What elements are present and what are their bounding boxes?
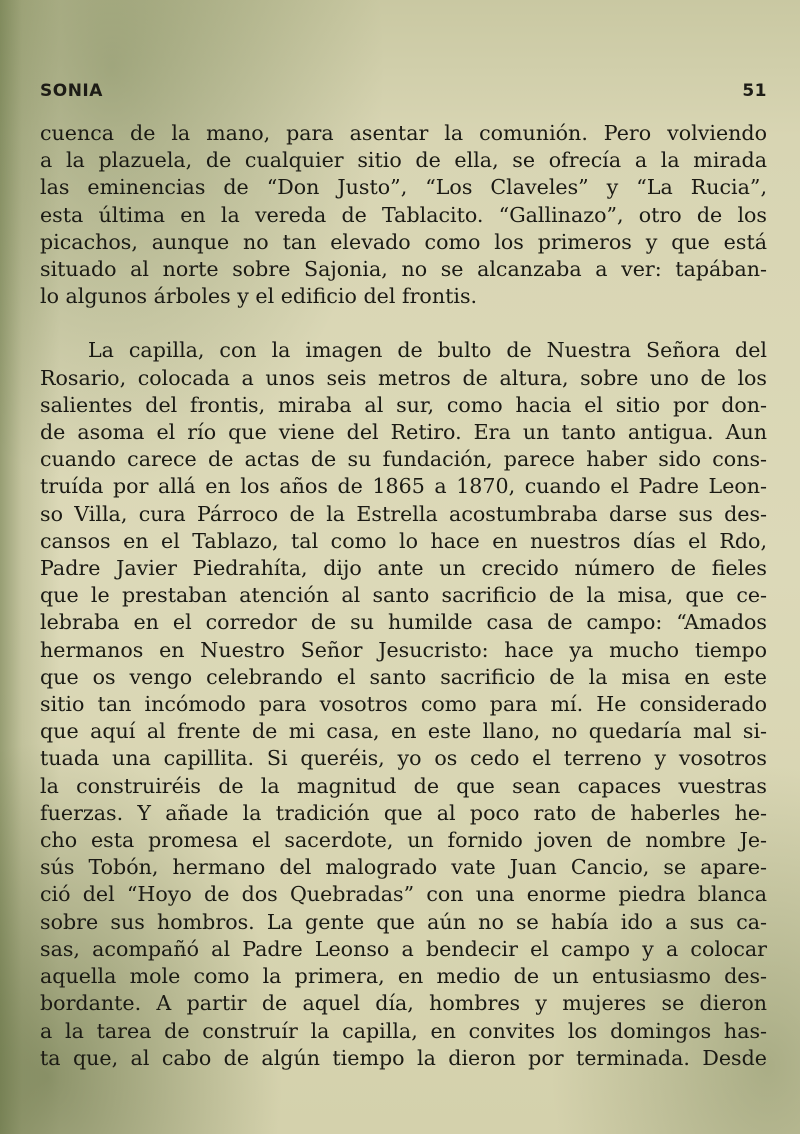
text-line: las eminencias de “Don Justo”, “Los Claveles” y “La Rucia”,	[40, 175, 767, 200]
text-line: so Villa, cura Párroco de la Estrella acostumbraba darse sus des-	[40, 501, 767, 526]
text-line: situado al norte sobre Sajonia, no se alcanzaba a ver: tapában-	[40, 257, 767, 282]
text-line: esta última en la vereda de Tablacito. “Gallinazo”, otro de los	[40, 202, 767, 227]
text-line: cansos en el Tablazo, tal como lo hace en nuestros días el Rdo,	[40, 528, 767, 553]
body-text	[40, 120, 767, 1072]
paragraph-2	[40, 337, 767, 1071]
text-line: lo algunos árboles y el edificio del frontis.	[40, 284, 478, 309]
text-line: hermanos en Nuestro Señor Jesucristo: hace ya mucho tiempo	[40, 637, 767, 662]
text-line: salientes del frontis, miraba al sur, como hacia el sitio por don-	[40, 392, 767, 417]
page-header	[40, 81, 767, 107]
text-line: La capilla, con la imagen de bulto de Nuestra Señora del	[88, 338, 767, 363]
text-line: que os vengo celebrando el santo sacrificio de la misa en este	[40, 664, 767, 689]
text-line: ta que, al cabo de algún tiempo la dieron por terminada. Desde	[40, 1045, 767, 1070]
text-line: a la tarea de construír la capilla, en convites los domingos has-	[40, 1018, 767, 1043]
text-line: tuada una capillita. Si queréis, yo os cedo el terreno y vosotros	[40, 746, 767, 771]
text-line: ció del “Hoyo de dos Quebradas” con una enorme piedra blanca	[40, 882, 767, 907]
text-line: Padre Javier Piedrahíta, dijo ante un crecido número de fieles	[40, 556, 767, 581]
text-line: truída por allá en los años de 1865 a 1870, cuando el Padre Leon-	[40, 474, 767, 499]
text-line: sitio tan incómodo para vosotros como para mí. He considerado	[40, 692, 767, 717]
text-line: la construiréis de la magnitud de que sean capaces vuestras	[40, 773, 767, 798]
paragraph-1	[40, 120, 767, 310]
text-line: picachos, aunque no tan elevado como los primeros y que está	[40, 229, 767, 254]
text-line: lebraba en el corredor de su humilde casa de campo: “Amados	[40, 610, 767, 635]
text-line: que aquí al frente de mi casa, en este llano, no quedaría mal si-	[40, 719, 767, 744]
text-line: de asoma el río que viene del Retiro. Era un tanto antigua. Aun	[40, 420, 767, 445]
text-line: sas, acompañó al Padre Leonso a bendecir el campo y a colocar	[40, 936, 767, 961]
text-line: cuando carece de actas de su fundación, parece haber sido cons-	[40, 447, 767, 472]
text-line: Rosario, colocada a unos seis metros de altura, sobre uno de los	[40, 365, 767, 390]
text-line: sobre sus hombros. La gente que aún no se había ido a sus ca-	[40, 909, 767, 934]
text-line: que le prestaban atención al santo sacrificio de la misa, que ce-	[40, 583, 767, 608]
text-line: cho esta promesa el sacerdote, un fornido joven de nombre Je-	[40, 828, 767, 853]
text-line: fuerzas. Y añade la tradición que al poco rato de haberles he-	[40, 800, 767, 825]
page-number: 51	[742, 81, 767, 101]
text-line: aquella mole como la primera, en medio de un entusiasmo des-	[40, 964, 767, 989]
running-head: SONIA	[40, 81, 103, 101]
paragraph-spacer	[40, 310, 767, 337]
text-line: bordante. A partir de aquel día, hombres y mujeres se dieron	[40, 991, 767, 1016]
text-line: a la plazuela, de cualquier sitio de ella, se ofrecía a la mirada	[40, 148, 767, 173]
text-line: cuenca de la mano, para asentar la comunión. Pero volviendo	[40, 121, 767, 145]
text-line: sús Tobón, hermano del malogrado vate Juan Cancio, se apare-	[40, 855, 767, 880]
